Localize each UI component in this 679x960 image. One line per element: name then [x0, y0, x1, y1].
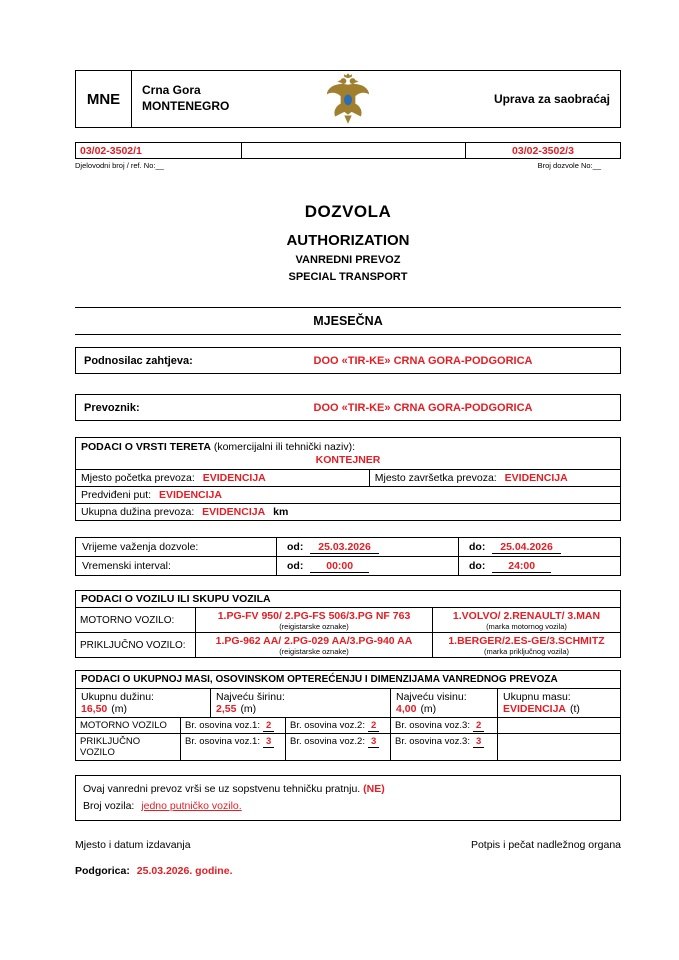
- from-label: od:: [287, 560, 304, 572]
- carrier-value: DOO «TIR-KE» CRNA GORA-PODGORICA: [313, 401, 533, 414]
- trailer-axle-3-cell: [391, 734, 498, 760]
- country-name-local: Crna Gora: [142, 83, 201, 97]
- title-vanredni-prevoz: VANREDNI PREVOZ: [295, 254, 401, 266]
- trailer-axles-empty-cell: [498, 734, 620, 760]
- validity-from-cell: [276, 538, 458, 556]
- reference-numbers-row: [75, 142, 621, 159]
- escort-vehicles-label: Broj vozila:: [83, 799, 135, 812]
- trailer-makes-note: (marka priključnog vozila): [483, 647, 570, 656]
- ref-number-left: 03/02-3502/1: [75, 142, 242, 159]
- motor-axle-3-value: 2: [473, 720, 484, 732]
- motor-axle-1-value: 2: [263, 720, 274, 732]
- total-mass-value: EVIDENCIJA: [503, 703, 567, 715]
- applicant-section: [75, 347, 621, 374]
- axle-2-label: Br. osovina voz.2:: [290, 736, 365, 747]
- validity-period-row: [76, 538, 620, 556]
- total-length-unit: (m): [111, 703, 128, 715]
- title-dozvola: DOZVOLA: [304, 202, 392, 221]
- trailer-plates-cell: [196, 633, 433, 657]
- issue-place-date-row: [75, 865, 621, 877]
- cargo-start-label: Mjesto početka prevoza:: [81, 472, 195, 484]
- trailer-vehicle-label: PRIKLJUČNO VOZILO:: [76, 633, 196, 657]
- time-to-cell: [458, 557, 620, 575]
- valid-from-date: 25.03.2026: [310, 541, 379, 554]
- dimensions-section-title: PODACI O UKUPNOJ MASI, OSOVINSKOM OPTEREĆENJU I DIMENZIJAMA VANREDNOG PREVOZA: [76, 671, 620, 689]
- cargo-distance-label: Ukupna dužina prevoza:: [81, 506, 195, 518]
- max-height-cell: [391, 689, 498, 717]
- cargo-end-value: EVIDENCIJA: [504, 472, 568, 484]
- permit-number: 03/02-3502/3: [465, 142, 621, 159]
- dimensions-values-row: [76, 689, 620, 717]
- total-mass-unit: (t): [570, 703, 580, 715]
- issue-place: Podgorica:: [75, 864, 130, 877]
- motor-axles-row: [76, 717, 620, 733]
- cargo-title-note: (komercijalni ili tehnički naziv):: [213, 441, 356, 453]
- total-length-value: 16,50: [81, 703, 108, 715]
- motor-plates-note: (reigistarske oznake): [279, 622, 349, 631]
- vehicles-section-title: PODACI O VOZILU ILI SKUPU VOZILA: [76, 591, 620, 608]
- issue-place-date-label: Mjesto i datum izdavanja: [75, 838, 191, 851]
- max-width-cell: [211, 689, 391, 717]
- cargo-route-row: [76, 486, 620, 503]
- axle-1-label: Br. osovina voz.1:: [185, 720, 260, 731]
- applicant-value: DOO «TIR-KE» CRNA GORA-PODGORICA: [313, 354, 533, 367]
- validity-section: [75, 537, 621, 576]
- time-from-value: 00:00: [310, 560, 369, 573]
- motor-makes-cell: [433, 608, 620, 632]
- total-mass-label: Ukupnu masu:: [503, 691, 571, 703]
- vehicles-section: [75, 590, 621, 658]
- permit-period-type: MJESEČNA: [75, 307, 621, 335]
- motor-vehicle-row: [76, 608, 620, 632]
- max-width-label: Najveću širinu:: [216, 691, 285, 703]
- axle-1-label: Br. osovina voz.1:: [185, 736, 260, 747]
- total-mass-cell: [498, 689, 620, 717]
- trailer-axle-2-value: 3: [368, 736, 379, 748]
- dimensions-section: [75, 670, 621, 761]
- country-code: MNE: [76, 71, 132, 127]
- escort-section: [75, 775, 621, 821]
- cargo-end-label: Mjesto završetka prevoza:: [374, 472, 497, 484]
- validity-period-label: Vrijeme važenja dozvole:: [82, 541, 199, 553]
- time-interval-label: Vremenski interval:: [82, 560, 171, 572]
- carrier-section: [75, 394, 621, 421]
- motor-axles-row-label: MOTORNO VOZILO: [76, 718, 181, 733]
- cargo-name: KONTEJNER: [315, 454, 381, 466]
- trailer-axle-1-cell: [181, 734, 286, 760]
- motor-plates-cell: [196, 608, 433, 632]
- trailer-axle-1-value: 3: [263, 736, 274, 748]
- cargo-start-cell: [76, 470, 370, 486]
- applicant-label: Podnosilac zahtjeva:: [84, 354, 193, 367]
- cargo-title-main: PODACI O VRSTI TERETA: [81, 441, 211, 453]
- escort-vehicles-value: jedno putničko vozilo.: [141, 799, 242, 812]
- motor-axles-empty-cell: [498, 718, 620, 733]
- ref-number-middle-empty: [241, 142, 466, 159]
- time-from-cell: [276, 557, 458, 575]
- from-label: od:: [287, 541, 304, 553]
- valid-to-date: 25.04.2026: [492, 541, 561, 554]
- motor-axle-3-cell: [391, 718, 498, 733]
- issue-date: 25.03.2026. godine.: [136, 864, 233, 877]
- trailer-axle-3-value: 3: [473, 736, 484, 748]
- cargo-start-value: EVIDENCIJA: [202, 472, 266, 484]
- document-title-block: [75, 202, 621, 283]
- max-height-label: Najveću visinu:: [396, 691, 467, 703]
- validity-to-cell: [458, 538, 620, 556]
- motor-makes-value: 1.VOLVO/ 2.RENAULT/ 3.MAN: [452, 610, 601, 622]
- motor-axle-2-value: 2: [368, 720, 379, 732]
- cargo-section-title: [76, 438, 620, 453]
- trailer-axles-row-label: PRIKLJUČNO VOZILO: [76, 734, 181, 760]
- montenegro-coat-of-arms-icon: [325, 73, 371, 130]
- trailer-makes-cell: [433, 633, 620, 657]
- trailer-axles-row: [76, 733, 620, 760]
- ref-label-left: Djelovodni broj / ref. No:__: [75, 161, 164, 170]
- signature-stamp-label: Potpis i pečat nadležnog organa: [470, 838, 621, 851]
- max-width-value: 2,55: [216, 703, 237, 715]
- axle-2-label: Br. osovina voz.2:: [290, 720, 365, 731]
- cargo-places-row: [76, 469, 620, 486]
- escort-statement-value: (NE): [363, 783, 385, 795]
- cargo-distance-unit: km: [273, 506, 289, 518]
- country-name: [132, 71, 229, 127]
- motor-vehicle-label: MOTORNO VOZILO:: [76, 608, 196, 632]
- escort-statement-line: [83, 781, 613, 798]
- title-special-transport: SPECIAL TRANSPORT: [288, 271, 408, 283]
- axle-3-label: Br. osovina voz.3:: [395, 720, 470, 731]
- trailer-axle-2-cell: [286, 734, 391, 760]
- axle-3-label: Br. osovina voz.3:: [395, 736, 470, 747]
- total-length-label: Ukupnu dužinu:: [81, 691, 154, 703]
- trailer-vehicle-row: [76, 632, 620, 657]
- ref-label-right: Broj dozvole No:__: [537, 161, 601, 170]
- trailer-makes-value: 1.BERGER/2.ES-GE/3.SCHMITZ: [448, 635, 605, 647]
- document-content: [75, 0, 621, 877]
- cargo-distance-row: [76, 503, 620, 520]
- footer-labels-row: [75, 839, 621, 851]
- cargo-route-label: Predviđeni put:: [81, 489, 152, 501]
- country-name-english: MONTENEGRO: [142, 99, 230, 114]
- issuing-authority: Uprava za saobraćaj: [493, 92, 610, 106]
- to-label: do:: [469, 560, 486, 572]
- title-authorization: AUTHORIZATION: [286, 232, 410, 249]
- time-interval-row: [76, 556, 620, 575]
- escort-vehicles-line: [83, 798, 613, 815]
- document-header: [75, 70, 621, 128]
- escort-statement: Ovaj vanredni prevoz vrši se uz sopstvenu tehničku pratnju.: [83, 783, 361, 795]
- carrier-label: Prevoznik:: [84, 401, 140, 414]
- cargo-distance-value: EVIDENCIJA: [202, 506, 266, 518]
- cargo-route-value: EVIDENCIJA: [158, 489, 222, 501]
- motor-axle-1-cell: [181, 718, 286, 733]
- trailer-plates-note: (reigistarske oznake): [279, 647, 349, 656]
- cargo-section: [75, 437, 621, 521]
- cargo-end-cell: [370, 470, 620, 486]
- max-width-unit: (m): [240, 703, 257, 715]
- total-length-cell: [76, 689, 211, 717]
- motor-makes-note: (marka motornog vozila): [486, 622, 567, 631]
- reference-labels-row: [75, 161, 621, 170]
- max-height-value: 4,00: [396, 703, 417, 715]
- to-label: do:: [469, 541, 486, 553]
- max-height-unit: (m): [420, 703, 437, 715]
- time-to-value: 24:00: [492, 560, 551, 573]
- motor-plates-value: 1.PG-FV 950/ 2.PG-FS 506/3.PG NF 763: [217, 610, 411, 622]
- trailer-plates-value: 1.PG-962 AA/ 2.PG-029 AA/3.PG-940 AA: [215, 635, 413, 647]
- motor-axle-2-cell: [286, 718, 391, 733]
